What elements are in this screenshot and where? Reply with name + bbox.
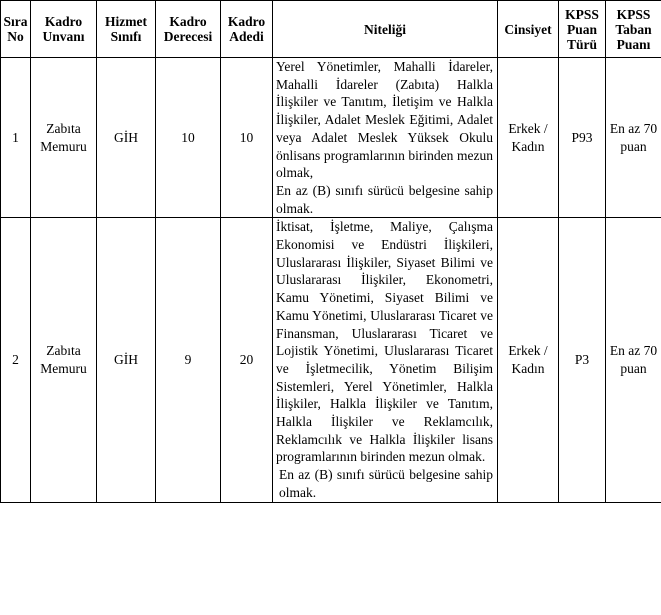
header-row [1, 1, 661, 58]
table-row [1, 218, 661, 502]
niteligi-text: Yerel Yönetimler, Mahalli İdareler, Mahalli İdareler (Zabıta) Halkla İlişkiler ve Tanıtım, İletişim ve Halkla İlişkiler, Adalet Meslek Eğitimi, Adalet veya Adalet Meslek Yüksek Okulu önlisans programlarının birinden mezun olmak, [276, 59, 493, 181]
header-niteligi: Niteliği [273, 1, 498, 58]
cell-kadro-derecesi: 10 [156, 58, 221, 218]
header-kpss-puan-turu: KPSS Puan Türü [559, 1, 606, 58]
cell-kadro-adedi: 10 [221, 58, 273, 218]
cell-sira-no: 1 [1, 58, 31, 218]
niteligi-text: İktisat, İşletme, Maliye, Çalışma Ekonomisi ve Endüstri İlişkileri, Uluslararası İlişkiler, Siyaset Bilimi ve Uluslararası İlişkiler, Ekonometri, Kamu Yönetimi, Siyaset Bilimi ve Kamu Yönetimi, Uluslararası Ticaret ve Finansman, Uluslararası Ticaret ve Lojistik Yönetimi, Uluslararası Ticaret ve İşletmecilik, Yönetim Bilişim Sistemleri, Yerel Yönetimler, Halkla İlişkiler, Halkla İlişkiler ve Tanıtım, Halkla İlişkiler ve Reklamcılık, Reklamcılık ve Halkla İlişkiler lisans programlarının birinden mezun olmak. [276, 219, 493, 465]
header-sira-no: Sıra No [1, 1, 31, 58]
cell-kadro-adedi: 20 [221, 218, 273, 502]
cell-cinsiyet: Erkek / Kadın [498, 58, 559, 218]
header-kadro-derecesi: Kadro Derecesi [156, 1, 221, 58]
cell-sira-no: 2 [1, 218, 31, 502]
header-kadro-adedi: Kadro Adedi [221, 1, 273, 58]
table-row [1, 58, 661, 218]
niteligi-ek-text: En az (B) sınıfı sürücü belgesine sahip olmak. [276, 182, 493, 216]
niteligi-ek-text: En az (B) sınıfı sürücü belgesine sahip olmak. [279, 467, 493, 500]
cell-hizmet-sinifi: GİH [97, 58, 156, 218]
cell-hizmet-sinifi: GİH [97, 218, 156, 502]
header-kadro-unvani: Kadro Unvanı [31, 1, 97, 58]
cell-niteligi [273, 218, 498, 502]
header-hizmet-sinifi: Hizmet Sınıfı [97, 1, 156, 58]
header-cinsiyet: Cinsiyet [498, 1, 559, 58]
cell-kpss-puan-turu: P3 [559, 218, 606, 502]
cell-cinsiyet: Erkek / Kadın [498, 218, 559, 502]
cell-kadro-unvani: Zabıta Memuru [31, 218, 97, 502]
cell-kpss-puan-turu: P93 [559, 58, 606, 218]
cell-kadro-unvani: Zabıta Memuru [31, 58, 97, 218]
header-kpss-taban-puani: KPSS Taban Puanı [606, 1, 661, 58]
cell-kpss-taban-puani: En az 70 puan [606, 58, 661, 218]
cell-niteligi [273, 58, 498, 218]
cell-kadro-derecesi: 9 [156, 218, 221, 502]
cell-kpss-taban-puani: En az 70 puan [606, 218, 661, 502]
